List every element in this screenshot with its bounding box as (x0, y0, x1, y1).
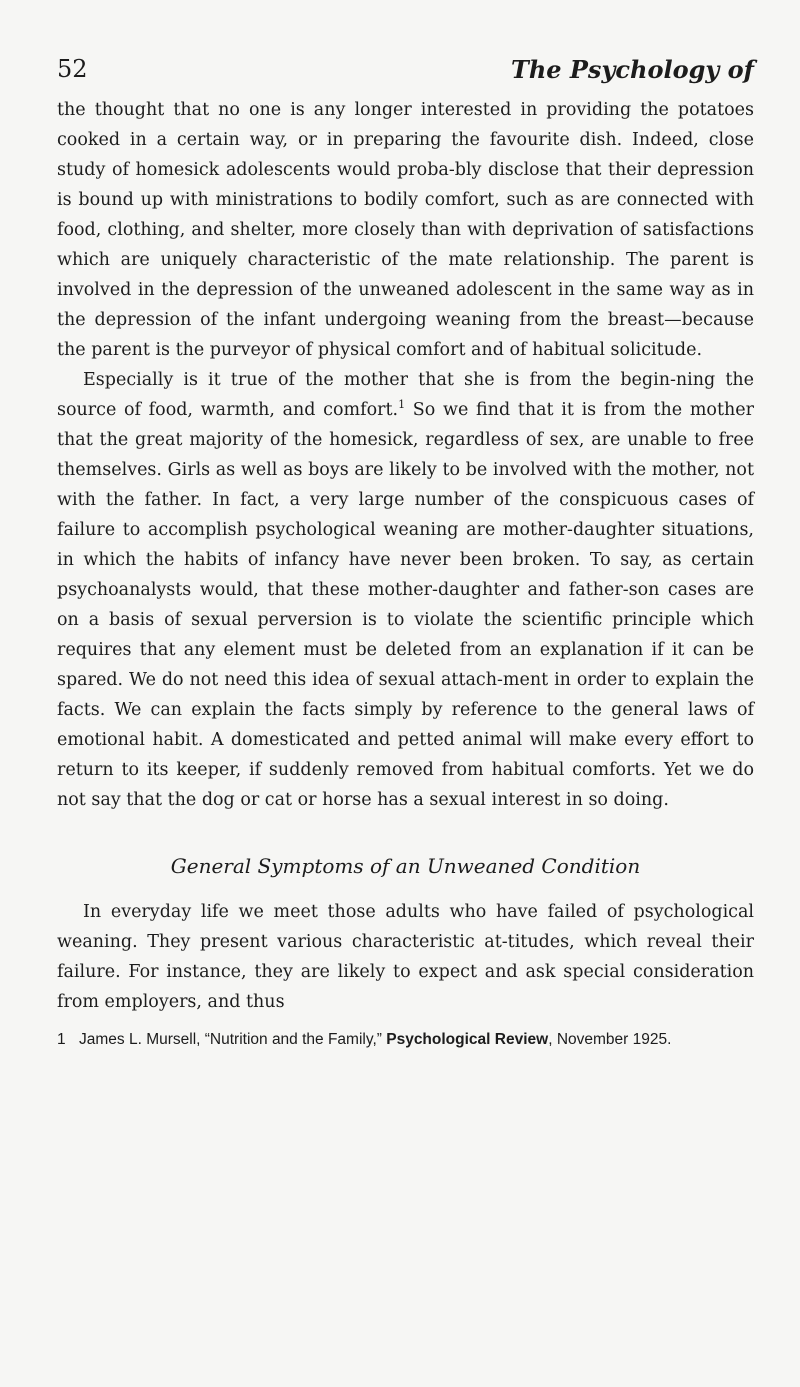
footnote-reference[interactable]: 1 (398, 398, 406, 412)
paragraph-2 (57, 365, 754, 815)
page-number: 52 (57, 55, 88, 83)
paragraph-3: In everyday life we meet those adults who have failed of psychological weaning. They present various characteristic at-titudes, which reveal their failure. For instance, they are likely to expect and ask special consideration from employers, and thus (57, 902, 754, 1012)
footnote-journal: Psychological Review (386, 1031, 549, 1048)
paragraph-2-lead: Especially is it true of the mother that she is from the begin-ning the source of food, warmth, and comfort. (57, 370, 754, 420)
section-heading: General Symptoms of an Unweaned Condition (170, 854, 641, 878)
footnote-text: James L. Mursell, “Nutrition and the Family,” (79, 1031, 387, 1048)
footnote (57, 1029, 754, 1050)
footnote-mark: 1 (57, 1031, 66, 1048)
paragraph-1: the thought that no one is any longer interested in providing the potatoes cooked in a certain way, or in preparing the favourite dish. Indeed, close study of homesick adolescents would proba-bly disclose that their depression is bound up with ministrations to bodily comfort, such as are connected with food, clothing, and shelter, more closely than with deprivation of satisfactions which are uniquely characteristic of the mate relationship. The parent is involved in the depression of the unweaned adolescent in the same way as in the depression of the infant undergoing weaning from the breast—because the parent is the purveyor of physical comfort and of habitual solicitude. (57, 100, 754, 360)
paragraph-2-rest: So we find that it is from the mother that the great majority of the homesick, regardless of sex, are unable to free themselves. Girls as well as boys are likely to be involved with the mother, not with the father. In fact, a very large number of the conspicuous cases of failure to accomplish psychological weaning are mother-daughter situations, in which the habits of infancy have never been broken. To say, as certain psychoanalysts would, that these mother-daughter and father-son cases are on a basis of sexual perversion is to violate the scientific principle which requires that any element must be deleted from an explanation if it can be spared. We do not need this idea of sexual attach-ment in order to explain the facts. We can explain the facts simply by reference to the general laws of emotional habit. A domesticated and petted animal will make every effort to return to its keeper, if suddenly removed from habitual comforts. Yet we do not say that the dog or cat or horse has a sexual interest in so doing. (57, 400, 754, 810)
footnote-tail: , November 1925. (548, 1031, 672, 1048)
running-head (57, 55, 754, 95)
running-title: The Psychology of (510, 55, 754, 84)
book-page (57, 55, 754, 1050)
